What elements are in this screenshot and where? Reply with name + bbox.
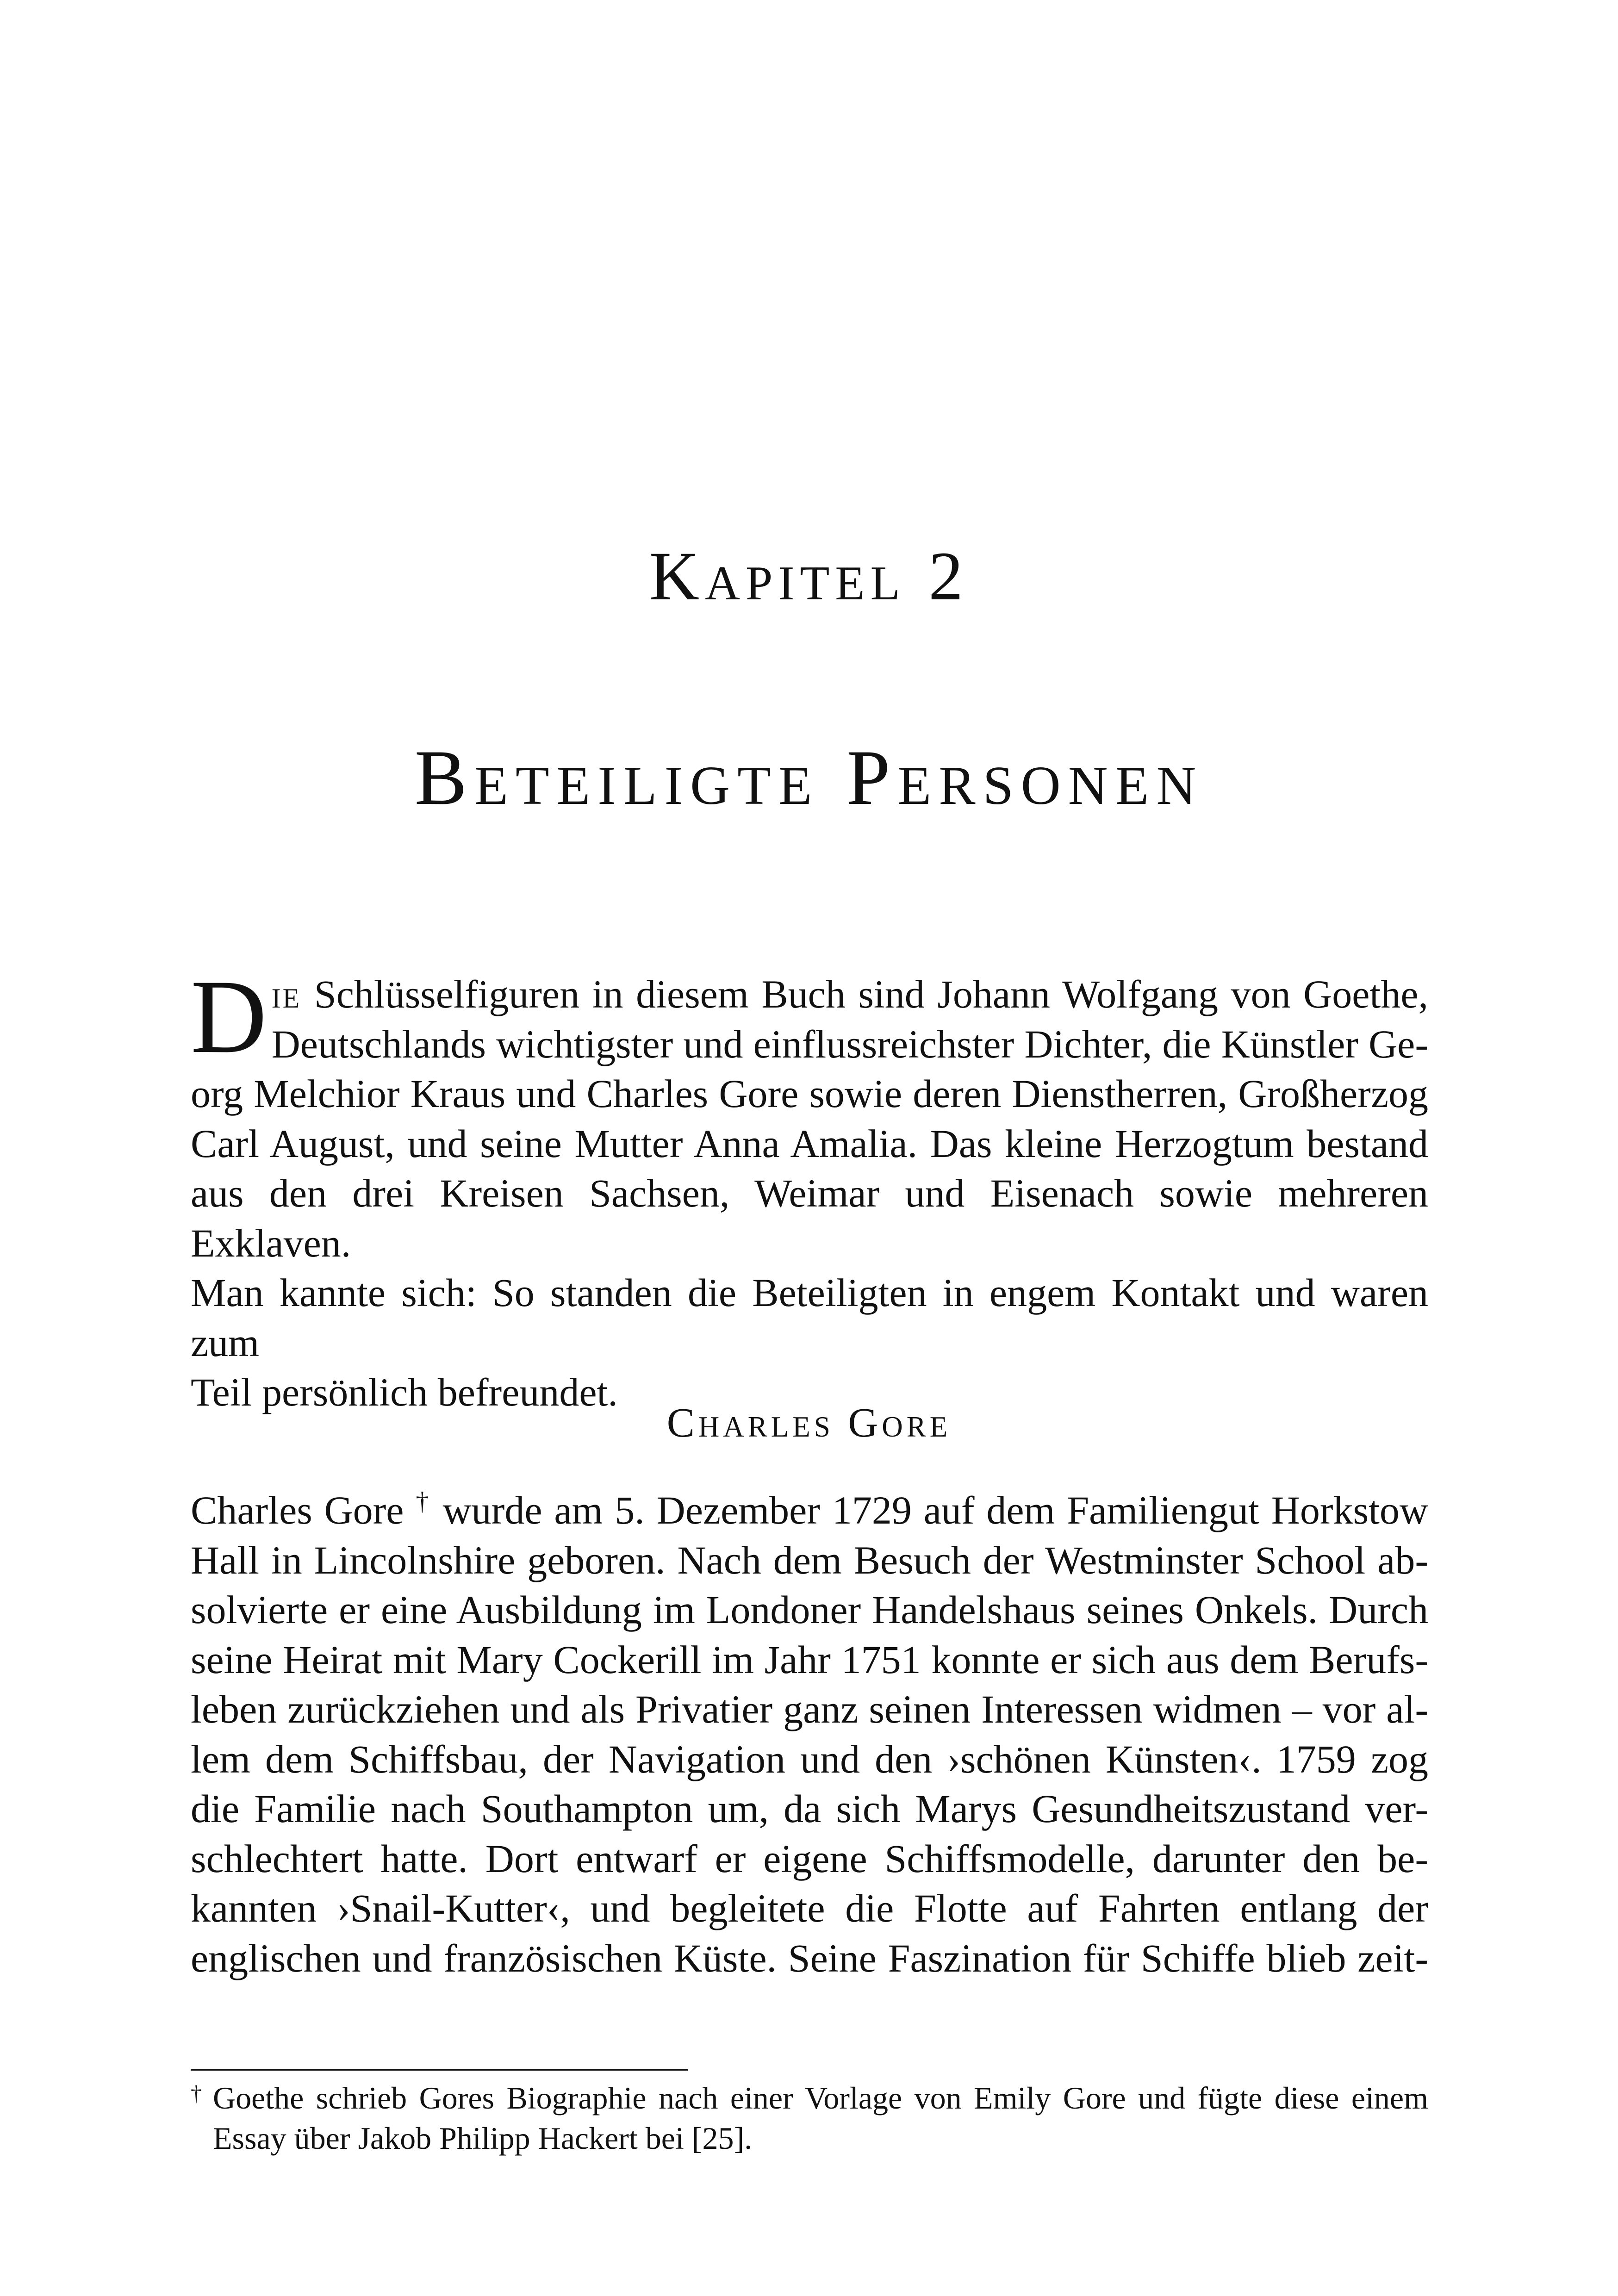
section-line-2: Hall in Lincolnshire geboren. Nach dem Besuch der Westminster School ab- — [191, 1537, 1428, 1582]
chapter-title: Beteiligte Personen — [414, 734, 1204, 821]
intro-paragraph — [191, 958, 1428, 1418]
footnote-reference-mark[interactable]: † — [416, 1487, 431, 1516]
section-line-10: englischen und französischen Küste. Seine Faszination für Schiffe blieb zeit- — [191, 1935, 1428, 1980]
section-heading: Charles Gore — [666, 1400, 952, 1446]
footnote — [191, 2078, 1428, 2159]
footnote-divider — [191, 2069, 688, 2071]
intro-line-1-text: Schlüsselfiguren in diesem Buch sind Johann Wolfgang von Goethe, — [301, 972, 1428, 1016]
section-line-9: kannten ›Snail-Kutter‹, und begleitete die Flotte auf Fahrten entlang der — [191, 1886, 1428, 1930]
section-line-6: lem dem Schiffsbau, der Navigation und den ›schönen Künsten‹. 1759 zog — [191, 1736, 1428, 1781]
section-line-3: solvierte er eine Ausbildung im Londoner Handelshaus seines Onkels. Durch — [191, 1587, 1428, 1632]
section-line-8: schlechtert hatte. Dort entwarf er eigene Schiffsmodelle, darunter den be- — [191, 1836, 1428, 1881]
drop-cap: D — [191, 958, 267, 1075]
intro-line-6: Man kannte sich: So standen die Beteiligten in engem Kontakt und waren zum — [191, 1270, 1428, 1365]
intro-line-4: Carl August, und seine Mutter Anna Amalia. Das kleine Herzogtum bestand — [191, 1121, 1428, 1166]
intro-line-2: Deutschlands wichtigster und einflussreichster Dichter, die Künstler Ge- — [271, 1021, 1428, 1066]
section-line-7: die Familie nach Southampton um, da sich Marys Gesundheitszustand ver- — [191, 1786, 1428, 1831]
intro-line-3: org Melchior Kraus und Charles Gore sowie deren Dienstherren, Großherzog — [191, 1071, 1428, 1116]
section-line-1-start: Charles Gore — [191, 1488, 416, 1532]
intro-line-5: aus den drei Kreisen Sachsen, Weimar und Eisenach sowie mehreren Exklaven. — [191, 1171, 1428, 1265]
section-line-1-end: wurde am 5. Dezember 1729 auf dem Familiengut Horkstow — [430, 1488, 1429, 1532]
section-line-5: leben zurückziehen und als Privatier ganz seinen Interessen widmen – vor al- — [191, 1687, 1428, 1731]
intro-line-7: Teil persönlich befreundet. — [191, 1370, 618, 1414]
chapter-label: Kapitel 2 — [649, 538, 969, 615]
section-line-1 — [191, 1486, 1428, 1536]
section-line-4: seine Heirat mit Mary Cockerill im Jahr 1751 konnte er sich aus dem Berufs- — [191, 1637, 1428, 1682]
footnote-symbol: † — [191, 2081, 202, 2106]
footnote-line-1: Goethe schrieb Gores Biographie nach einer Vorlage von Emily Gore und fügte diese einem — [213, 2080, 1428, 2116]
intro-line-1 — [191, 970, 1428, 1020]
section-paragraph — [191, 1486, 1428, 1983]
intro-lead-smallcaps: ie — [271, 972, 302, 1016]
footnote-line-2: Essay über Jakob Philipp Hackert bei [25]. — [213, 2121, 753, 2156]
